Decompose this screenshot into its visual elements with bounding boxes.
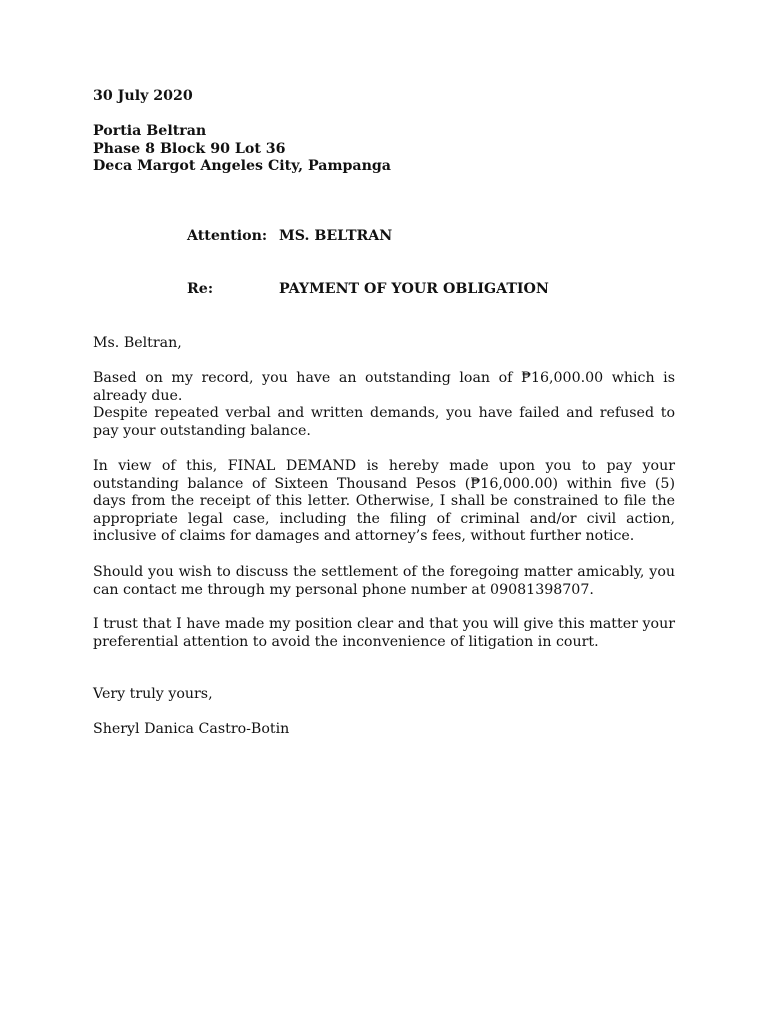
paragraph-4: I trust that I have made my position clear and that you will give this matter your preferential attention to avoid the inconvenience of litigation in court.	[93, 616, 675, 650]
paragraph-1	[93, 370, 675, 440]
salutation: Ms. Beltran,	[93, 335, 182, 351]
re-value: PAYMENT OF YOUR OBLIGATION	[279, 281, 549, 297]
attention-value: MS. BELTRAN	[279, 228, 393, 244]
paragraph-2: In view of this, FINAL DEMAND is hereby made upon you to pay your outstanding balance of Sixteen Thousand Pesos (₱16,000.00) within five (5) days from the receipt of this letter. Otherwise, I shall be constrained to file the appropriate legal case, including the filing of criminal and/or civil action, inclusive of claims for damages and attorney’s fees, without further notice.	[93, 458, 675, 544]
letter-date: 30 July 2020	[93, 88, 193, 104]
paragraph-1-sentence-2: Despite repeated verbal and written demands, you have failed and refused to pay your outstanding balance.	[93, 405, 675, 439]
recipient-address-line1: Phase 8 Block 90 Lot 36	[93, 140, 286, 157]
recipient-name: Portia Beltran	[93, 123, 207, 139]
paragraph-3: Should you wish to discuss the settlement of the foregoing matter amicably, you can contact me through my personal phone number at 09081398707.	[93, 564, 675, 598]
recipient-address-line2: Deca Margot Angeles City, Pampanga	[93, 158, 391, 174]
recipient-block	[93, 123, 675, 176]
signatory-name: Sheryl Danica Castro-Botin	[93, 721, 290, 737]
paragraph-1-sentence-1: Based on my record, you have an outstanding loan of ₱16,000.00 which is already due.	[93, 370, 675, 404]
re-label: Re:	[187, 281, 214, 297]
closing: Very truly yours,	[93, 686, 213, 702]
attention-label: Attention:	[187, 228, 268, 244]
